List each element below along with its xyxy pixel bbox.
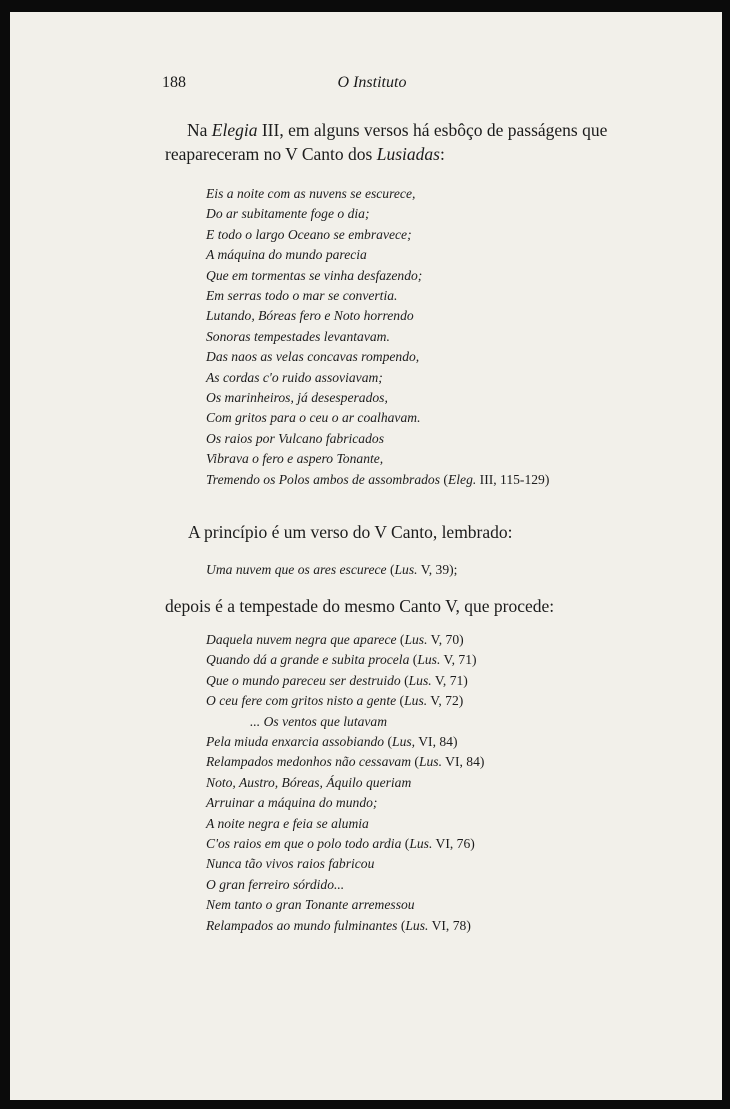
verse-line: E todo o largo Oceano se embravece; bbox=[206, 226, 412, 242]
citation: (Lus. V, 72) bbox=[396, 693, 464, 709]
page-header bbox=[162, 74, 582, 98]
verse-line: A noite negra e feia se alumia bbox=[206, 815, 369, 831]
verse-line: O gran ferreiro sórdido... bbox=[206, 876, 345, 892]
verse-line: Noto, Austro, Bóreas, Áquilo queriam bbox=[206, 774, 412, 790]
verse-line: Daquela nuvem negra que aparece (Lus. V, 70) bbox=[206, 632, 464, 647]
work-title-lusiadas: Lusiadas bbox=[376, 144, 440, 164]
verse-line: Nunca tão vivos raios fabricou bbox=[206, 856, 375, 872]
citation: (Lus. VI, 78) bbox=[397, 917, 471, 933]
citation: (Lus. V, 71) bbox=[400, 672, 468, 688]
verse-line: A máquina do mundo parecia bbox=[206, 247, 367, 263]
citation: (Lus. VI, 76) bbox=[401, 836, 475, 852]
citation: (Eleg. III, 115-129) bbox=[443, 471, 550, 487]
citation: (Lus. V, 71) bbox=[409, 652, 477, 668]
running-title: O Instituto bbox=[337, 74, 407, 91]
page-number: 188 bbox=[162, 74, 186, 91]
verse-line: Eis a noite com as nuvens se escurece, bbox=[206, 186, 416, 201]
verse-block-lusiadas bbox=[206, 630, 626, 936]
verse-line: Com gritos para o ceu o ar coalhavam. bbox=[206, 410, 421, 426]
verse-line: ... Os ventos que lutavam bbox=[250, 713, 388, 729]
verse-line: Em serras todo o mar se convertia. bbox=[206, 288, 398, 304]
verse-line: O ceu fere com gritos nisto a gente (Lus. V, 72) bbox=[206, 693, 464, 709]
citation: (Lus. V, 39); bbox=[386, 562, 458, 577]
verse-line: Relampados ao mundo fulminantes (Lus. VI, 78) bbox=[206, 917, 471, 933]
verse-line: Que o mundo pareceu ser destruido (Lus. V, 71) bbox=[206, 672, 468, 688]
citation: (Lus. VI, 84) bbox=[411, 754, 485, 770]
verse-line: Sonoras tempestades levantavam. bbox=[206, 328, 390, 344]
verse-block-elegia bbox=[206, 184, 626, 490]
verse-line: Relampados medonhos não cessavam (Lus. VI, 84) bbox=[206, 754, 485, 770]
verse-line: As cordas c'o ruido assoviavam; bbox=[206, 369, 383, 385]
verse-line: Que em tormentas se vinha desfazendo; bbox=[206, 267, 423, 283]
verse-line-cited: Tremendo os Polos ambos de assombrados (Eleg. III, 115-129) bbox=[206, 471, 550, 487]
verse-line-cited: Uma nuvem que os ares escurece (Lus. V, 39); bbox=[206, 562, 458, 577]
work-title-elegia: Elegia bbox=[211, 120, 258, 140]
verse-line: Lutando, Bóreas fero e Noto horrendo bbox=[206, 308, 414, 324]
verse-line: Das naos as velas concavas rompendo, bbox=[206, 349, 420, 365]
verse-line: Nem tanto o gran Tonante arremessou bbox=[206, 897, 415, 913]
citation: (Lus, VI, 84) bbox=[384, 734, 458, 750]
verse-line: Os raios por Vulcano fabricados bbox=[206, 430, 384, 446]
verse-block-quote bbox=[206, 560, 626, 580]
citation: (Lus. V, 70) bbox=[396, 632, 464, 647]
document-page bbox=[10, 12, 722, 1100]
verse-line: Quando dá a grande e subita procela (Lus. V, 71) bbox=[206, 652, 477, 668]
verse-line: Vibrava o fero e aspero Tonante, bbox=[206, 451, 384, 467]
verse-line: Pela miuda enxarcia assobiando (Lus, VI, 84) bbox=[206, 734, 458, 750]
verse-line: Arruinar a máquina do mundo; bbox=[206, 795, 378, 811]
paragraph-principio: A princípio é um verso do V Canto, lembrado: bbox=[188, 522, 513, 542]
verse-line: Os marinheiros, já desesperados, bbox=[206, 390, 388, 406]
intro-paragraph: Na Elegia III, em alguns versos há esbôço de passágens que reapareceram no V Canto dos Lusiadas: bbox=[165, 120, 608, 164]
verse-line: Do ar subitamente foge o dia; bbox=[206, 206, 370, 222]
verse-line: C'os raios em que o polo todo ardia (Lus. VI, 76) bbox=[206, 836, 475, 852]
paragraph-tempestade: depois é a tempestade do mesmo Canto V, que procede: bbox=[165, 596, 555, 616]
